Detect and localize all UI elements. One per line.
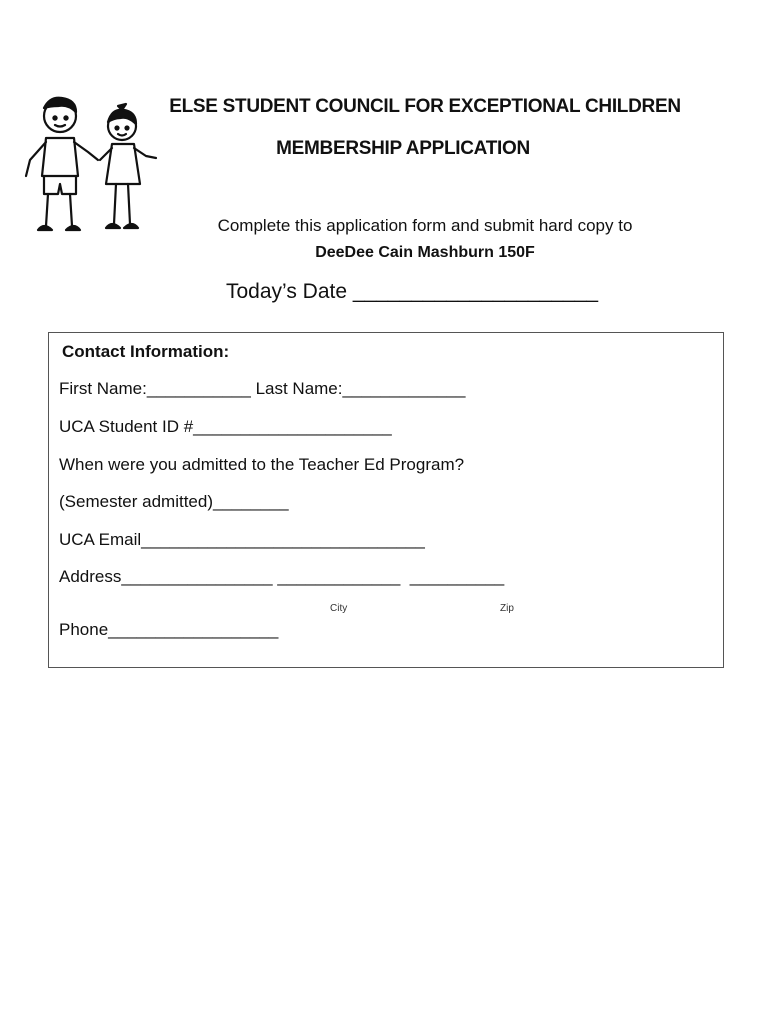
admitted-question: When were you admitted to the Teacher Ed Program? xyxy=(59,455,465,474)
phone-field[interactable]: Phone__________________ xyxy=(59,620,279,639)
todays-date-field[interactable]: Today’s Date _____________________ xyxy=(226,280,599,303)
email-field[interactable]: UCA Email______________________________ xyxy=(59,530,425,549)
contact-info-heading: Contact Information: xyxy=(62,342,230,361)
zip-label: Zip xyxy=(500,603,514,614)
semester-admitted-field[interactable]: (Semester admitted)________ xyxy=(59,492,289,511)
page-subtitle: MEMBERSHIP APPLICATION xyxy=(276,138,530,159)
page-title: ELSE STUDENT COUNCIL FOR EXCEPTIONAL CHILDREN xyxy=(169,96,681,117)
address-field[interactable]: Address________________ _____________ __________ xyxy=(59,567,505,586)
submit-instruction: Complete this application form and submit hard copy to xyxy=(217,216,633,235)
city-label: City xyxy=(330,603,348,614)
submit-location: DeeDee Cain Mashburn 150F xyxy=(315,244,535,261)
name-field[interactable]: First Name:___________ Last Name:_____________ xyxy=(59,379,466,398)
student-id-field[interactable]: UCA Student ID #_____________________ xyxy=(59,417,392,436)
